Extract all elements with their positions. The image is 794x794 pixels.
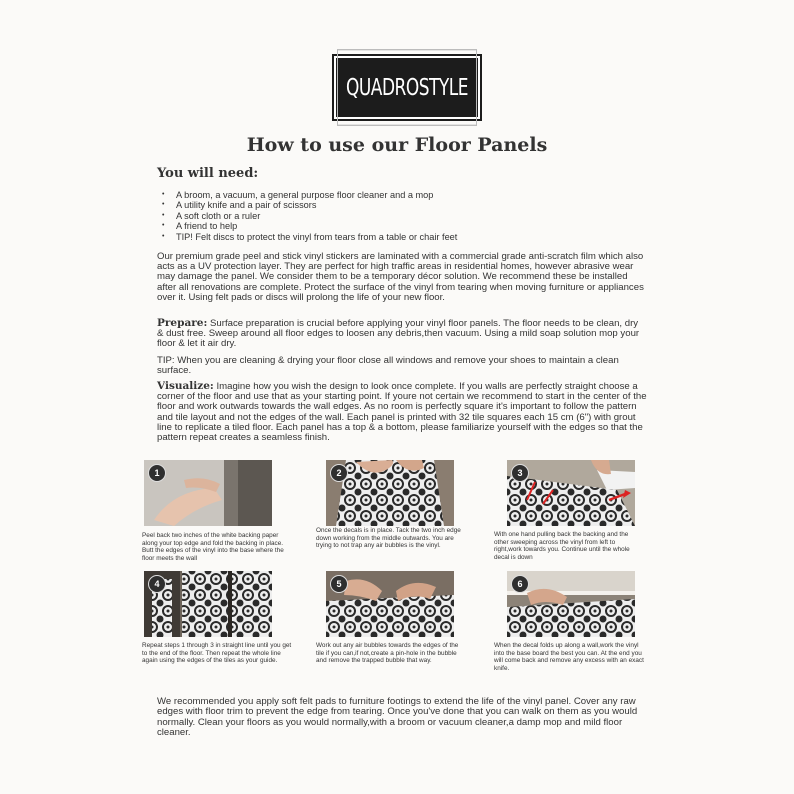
step-6-photo: [507, 571, 635, 637]
step-4-caption: Repeat steps 1 through 3 in straight line until you get to the end of the floor. Then repeat the whole line again using the edges of the tiles as your guide.: [142, 642, 292, 665]
list-item: • A soft cloth or a ruler: [162, 211, 457, 221]
step-3-photo: [507, 460, 635, 526]
list-item: • A utility knife and a pair of scissors: [162, 200, 457, 210]
step-1-caption: Peel back two inches of the white backing paper along your top edge and fold the backing in place. Butt the edges of the vinyl into the base where the floor meets the wall: [142, 532, 284, 562]
prepare-lead: Prepare:: [157, 317, 208, 329]
step-3-number: 3: [511, 464, 529, 482]
page-title: How to use our Floor Panels: [246, 134, 548, 156]
step-3-caption: With one hand pulling back the backing and the other sweeping across the vinyl from left to right,work towards you. Continue until the whole decal is down: [494, 531, 630, 561]
step-5-photo: [326, 571, 454, 637]
brand-logo-text: QUADROSTYLE: [337, 49, 477, 126]
step-6-caption: When the decal folds up along a wall,work the vinyl into the base board the best you can. At the end you will come back and remove any excess with an exact knife.: [494, 642, 644, 672]
list-item: • A broom, a vacuum, a general purpose floor cleaner and a mop: [162, 190, 457, 200]
step-6-number: 6: [511, 575, 529, 593]
tip-paragraph: TIP: When you are cleaning & drying your floor close all windows and remove your shoes to maintain a clean surface.: [157, 355, 619, 377]
step-1-photo: [144, 460, 272, 526]
list-item: • TIP! Felt discs to protect the vinyl from tears from a table or chair feet: [162, 232, 457, 242]
needs-heading: You will need:: [157, 166, 259, 181]
step-2-number: 2: [330, 464, 348, 482]
step-2-photo: [326, 460, 454, 526]
intro-paragraph: Our premium grade peel and stick vinyl stickers are laminated with a commercial grade anti-scratch film which also acts as a UV protection layer. They are perfect for high traffic areas in residential homes, however abrasive wear may damage the panel. We consider them to be a temporary décor solution. We recommend these be installed after all renovations are complete. Protect the surface of the vinyl from tearing when moving furniture or appliances over it. Using felt pads or discs will prolong the life of your new floor.: [157, 251, 644, 303]
prepare-paragraph: [157, 318, 647, 350]
visualize-paragraph: [157, 381, 647, 443]
visualize-lead: Visualize:: [157, 380, 214, 392]
prepare-text: Surface preparation is crucial before applying your vinyl floor panels. The floor needs to be clean, dry & dust free. Sweep around all floor edges to loosen any debris,then vacuum. Using a mild soap solution mop your floor & let it air dry.: [157, 318, 640, 350]
visualize-text: Imagine how you wish the design to look once complete. If you walls are perfectly straight choose a corner of the floor and use that as your starting point. If youre not certain we recommend to start in the center of the floor and work outwards towards the wall edges. As no room is perfectly square it's important to follow the pattern and tile layout and not the edges of the wall. Each panel is printed with 32 tile squares each 15 cm (6") with grout line to replicate a tiled floor. Each panel has a top & a bottom, please familiarize yourself with the edges so that the pattern repeat creates a seamless finish.: [157, 381, 647, 444]
needs-list: [162, 190, 457, 242]
step-4-photo: [144, 571, 272, 637]
step-1-number: 1: [148, 464, 166, 482]
step-4-number: 4: [148, 575, 166, 593]
step-2-caption: Once the decals is in place. Tack the two inch edge down working from the middle outwards. You are trying to not trap any air bubbles is the vinyl.: [316, 527, 461, 550]
list-item: • A friend to help: [162, 221, 457, 231]
step-5-caption: Work out any air bubbles towards the edges of the tile if you can,if not,create a pin-hole in the bubble and remove the trapped bubble that way.: [316, 642, 459, 665]
footer-paragraph: We recommended you apply soft felt pads to furniture footings to extend the life of the vinyl panel. Cover any raw edges with floor trim to prevent the edge from tearing. Once you've done that you can walk on them as you would normally. Clean your floors as you would normally,with a broom or vacuum cleaner,a damp mop and mild floor cleaner.: [157, 696, 638, 739]
brand-logo: [334, 56, 480, 119]
step-5-number: 5: [330, 575, 348, 593]
